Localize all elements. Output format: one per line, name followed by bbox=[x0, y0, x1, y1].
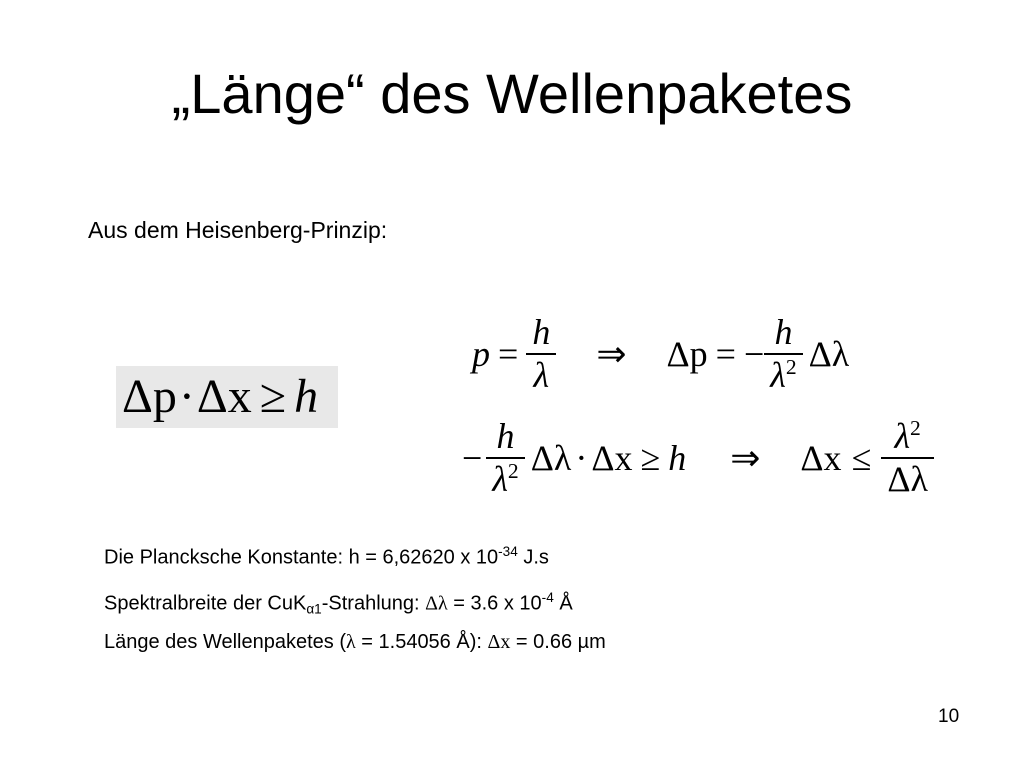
eq1-dp: Δp bbox=[666, 334, 708, 374]
eq2-dx2: Δx bbox=[800, 438, 842, 478]
spectral-unit: Å bbox=[553, 592, 573, 615]
spectral-symbol: Δλ bbox=[425, 592, 448, 615]
eq1-equals: = bbox=[498, 334, 519, 374]
spectral-exp: -4 bbox=[541, 590, 554, 605]
box-dx: Δx bbox=[196, 370, 252, 423]
fact-wavepacket-length bbox=[104, 628, 606, 656]
eq2-dot: · bbox=[575, 438, 588, 478]
eq2-ge: ≥ bbox=[640, 438, 661, 478]
eq2-den: $\lambda^2$ bbox=[492, 459, 519, 499]
eq1-minus: − bbox=[743, 334, 765, 374]
eq1-dl: Δλ bbox=[808, 334, 850, 374]
eq1-p: p bbox=[472, 334, 490, 374]
eq2-implies: ⇒ bbox=[730, 438, 761, 478]
eq2-fraction-2 bbox=[881, 416, 934, 501]
length-dx: Δx bbox=[487, 631, 511, 653]
eq2-h: h bbox=[668, 438, 687, 478]
spectral-label: Spektralbreite der CuK bbox=[104, 592, 307, 615]
equation-line-1 bbox=[472, 308, 849, 400]
eq1-den: λ bbox=[533, 355, 550, 395]
length-value: = 0.66 µm bbox=[510, 631, 606, 653]
page-number: 10 bbox=[938, 706, 960, 727]
eq1-fraction-2 bbox=[764, 312, 802, 397]
eq2-dl: Δλ bbox=[530, 438, 572, 478]
eq2-fraction bbox=[486, 416, 524, 501]
eq2-num2: $\lambda^2$ bbox=[894, 415, 921, 456]
eq1-fraction bbox=[526, 312, 556, 397]
length-label: Länge des Wellenpaketes ( bbox=[104, 631, 347, 653]
intro-text: Aus dem Heisenberg-Prinzip: bbox=[88, 217, 388, 243]
eq2-dx: Δx bbox=[591, 438, 633, 478]
planck-label: Die Plancksche Konstante: h = 6,62620 x 10 bbox=[104, 546, 499, 569]
eq2-den2: Δλ bbox=[887, 459, 928, 499]
heisenberg-formula-box bbox=[116, 366, 338, 428]
eq2-num: h bbox=[496, 415, 515, 456]
spectral-sub: α1 bbox=[306, 601, 322, 617]
fact-spectral-width bbox=[104, 584, 573, 624]
box-dp: Δp bbox=[122, 370, 177, 423]
eq1-num2: h bbox=[774, 311, 793, 352]
eq1-equals-2: = bbox=[715, 334, 736, 374]
fact-planck bbox=[104, 538, 549, 571]
eq1-den2: $\lambda^2$ bbox=[770, 355, 797, 395]
eq1-num: h bbox=[532, 311, 551, 352]
box-h: h bbox=[294, 370, 319, 423]
length-lambda-value: = 1.54056 Å): bbox=[355, 631, 488, 653]
eq2-minus: − bbox=[462, 438, 483, 478]
box-ge: ≥ bbox=[259, 370, 287, 423]
planck-unit: J.s bbox=[517, 546, 549, 569]
slide-title: „Länge“ des Wellenpaketes bbox=[171, 62, 853, 125]
planck-exp: -34 bbox=[498, 544, 518, 559]
spectral-mid: -Strahlung: bbox=[321, 592, 426, 615]
eq2-le: ≤ bbox=[851, 438, 872, 478]
eq1-implies: ⇒ bbox=[596, 334, 627, 374]
equation-line-2 bbox=[462, 410, 934, 506]
length-lambda: λ bbox=[346, 631, 356, 653]
box-dot: · bbox=[178, 370, 195, 423]
spectral-value: = 3.6 x 10 bbox=[447, 592, 542, 615]
